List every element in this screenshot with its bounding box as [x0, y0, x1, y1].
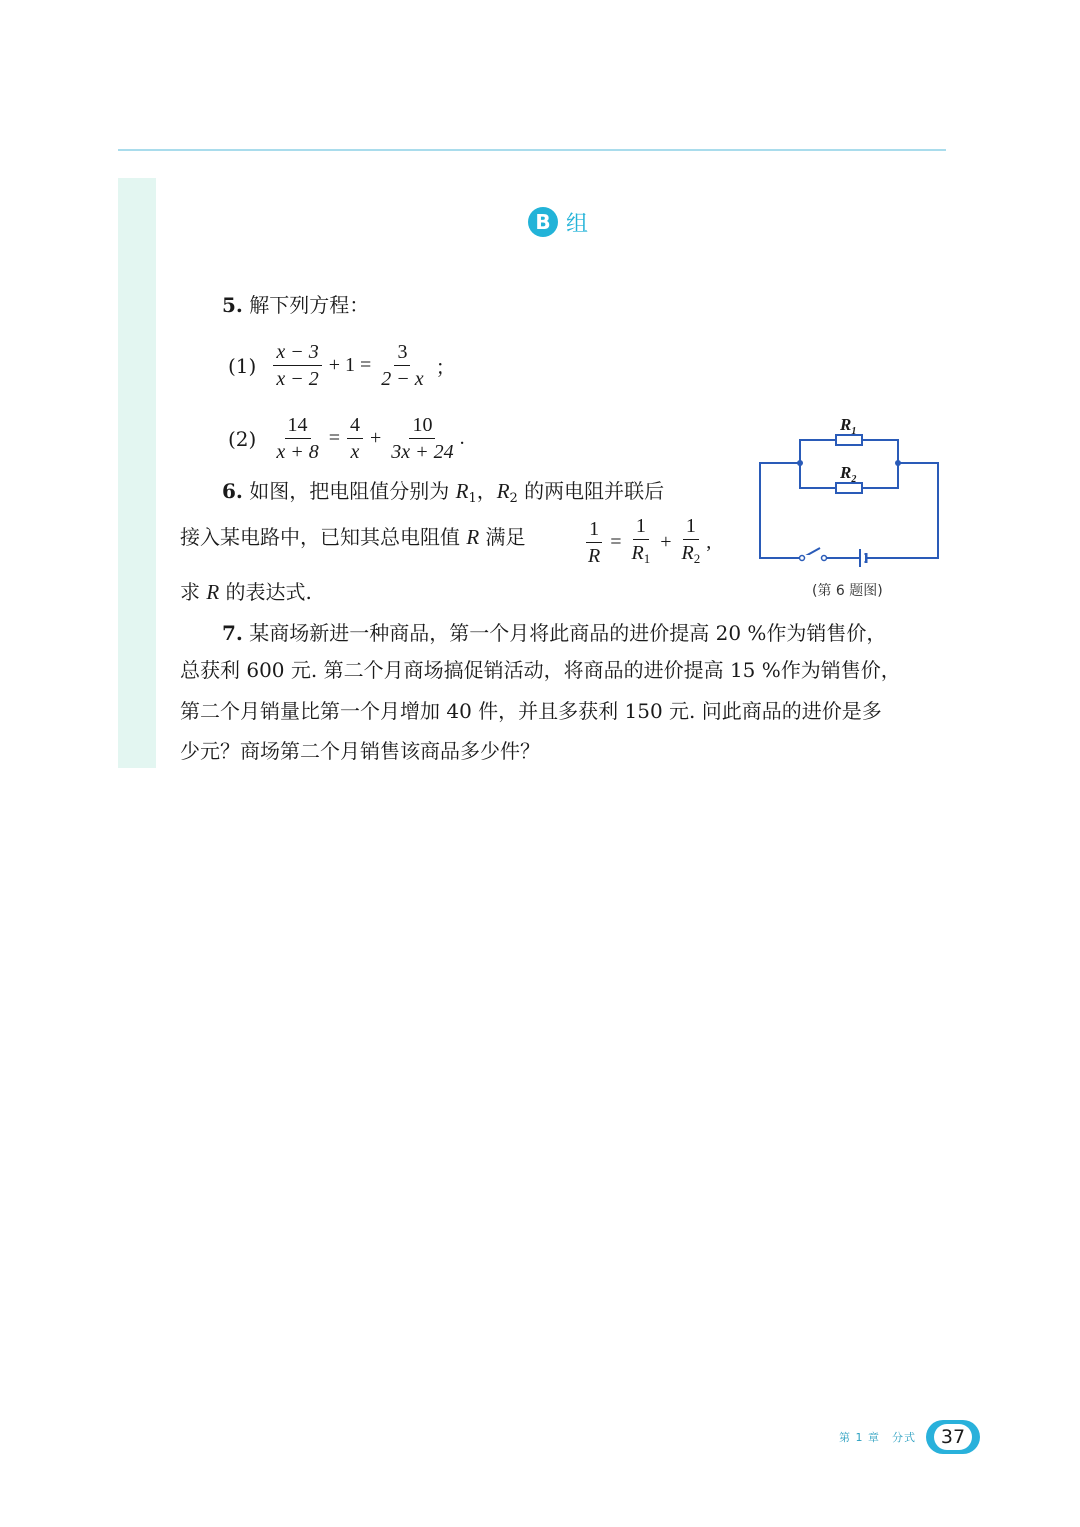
q6-line-2 — [180, 522, 526, 552]
q6-r-final: R — [206, 580, 220, 604]
group-badge: B — [528, 207, 558, 237]
r1-label-sub: 1 — [851, 426, 857, 437]
q7-number: 7. — [222, 621, 243, 645]
q6-frac-r2-num: 1 — [683, 514, 699, 540]
eq1-label: (1) — [228, 353, 257, 378]
eq1-plus-one: + 1 = — [328, 354, 372, 376]
q6-frac-r2 — [679, 514, 704, 571]
group-word: 组 — [566, 211, 589, 237]
eq2-equals: = — [328, 427, 340, 449]
q6-formula-eq: = — [610, 531, 622, 553]
q7-line-3: 第二个月销量比第一个月增加 40 件，并且多获利 150 元. 问此商品的进价是多 — [180, 699, 882, 723]
q5-equation-1 — [228, 340, 456, 391]
eq1-rhs-num: 3 — [394, 340, 410, 366]
footer-chapter: 第 1 章 分式 — [839, 1431, 916, 1444]
page-number-badge — [926, 1420, 980, 1454]
r1-label-letter: R — [840, 415, 852, 434]
q5-text: 解下列方程： — [249, 293, 370, 317]
eq2-b-num: 4 — [347, 413, 363, 439]
r2-label-sub: 2 — [851, 474, 857, 485]
q7-line1-text: 某商场新进一种商品，第一个月将此商品的进价提高 20 %作为销售价， — [249, 621, 887, 645]
q6-number: 6. — [222, 479, 243, 503]
junction-left — [797, 460, 803, 466]
eq2-plus: + — [370, 427, 382, 449]
eq2-a-fraction — [273, 413, 321, 464]
figure-caption: (第 6 题图) — [812, 583, 883, 599]
top-rule — [118, 149, 946, 151]
q7-line-1 — [222, 618, 886, 648]
q6-frac-r1-sub: 1 — [643, 551, 651, 566]
q6-frac-r — [585, 517, 603, 568]
q7-line-2: 总获利 600 元. 第二个月商场搞促销活动，将商品的进价提高 15 %作为销售价， — [180, 658, 901, 682]
switch-contact-left — [800, 556, 805, 561]
eq2-c-fraction — [388, 413, 456, 464]
q6-formula — [582, 514, 711, 571]
r1-label — [839, 415, 856, 437]
q6-line1-text-a: 如图，把电阻值分别为 — [249, 479, 456, 503]
eq2-a-num: 14 — [285, 413, 311, 439]
q6-line-3 — [180, 577, 312, 607]
eq1-rhs-den: 2 − x — [381, 368, 424, 390]
eq2-b-den: x — [350, 441, 360, 463]
q6-line2-text-b: 满足 — [479, 525, 526, 549]
page-footer — [839, 1420, 980, 1454]
switch-gap — [803, 555, 823, 561]
q6-frac-r2-den — [679, 540, 704, 571]
eq1-lhs-fraction — [273, 340, 321, 391]
eq2-b-fraction — [347, 413, 363, 464]
q6-line1-text-b: 的两电阻并联后 — [517, 479, 665, 503]
q6-frac-r-num: 1 — [586, 517, 602, 543]
group-heading — [528, 205, 588, 239]
q6-line2-text-a: 接入某电路中，已知其总电阻值 — [180, 525, 467, 549]
eq2-end: . — [459, 427, 465, 449]
q6-line-1 — [222, 476, 664, 514]
q6-formula-end: , — [706, 531, 712, 553]
q6-r1-sub: 1 — [468, 491, 477, 506]
junction-right — [895, 460, 901, 466]
eq2-c-num: 10 — [409, 413, 435, 439]
q5-equation-2 — [228, 413, 465, 464]
eq2-c-den: 3x + 24 — [391, 441, 454, 463]
q6-line3-text-a: 求 — [180, 580, 207, 604]
circuit-diagram — [750, 410, 950, 575]
q6-frac-r1 — [629, 514, 654, 571]
q6-frac-r2-letter: R — [681, 542, 694, 564]
switch-contact-right — [822, 556, 827, 561]
q7-line-4: 少元？商场第二个月销售该商品多少件？ — [180, 739, 540, 763]
eq2-a-den: x + 8 — [276, 441, 319, 463]
battery-gap — [861, 555, 865, 561]
eq1-rhs-fraction — [378, 340, 426, 391]
q6-line3-text-b: 的表达式. — [219, 580, 312, 604]
q6-frac-r1-den — [629, 540, 654, 571]
q5-prompt — [222, 290, 369, 320]
resistor-r2 — [836, 483, 862, 493]
q6-r2-sub: 2 — [509, 491, 518, 506]
eq1-lhs-num: x − 3 — [273, 340, 321, 366]
q6-frac-r2-sub: 2 — [693, 551, 701, 566]
r2-label-letter: R — [840, 463, 852, 482]
q6-frac-r1-letter: R — [631, 542, 644, 564]
q6-r: R — [466, 525, 480, 549]
side-bar — [118, 178, 156, 768]
eq1-lhs-den: x − 2 — [276, 368, 319, 390]
q6-comma: ， — [476, 479, 497, 503]
q5-number: 5. — [222, 293, 243, 317]
q6-r1: R — [455, 479, 469, 503]
eq2-label: (2) — [228, 426, 257, 451]
page-number: 37 — [934, 1424, 972, 1450]
q6-frac-r-den: R — [588, 545, 601, 567]
r2-label — [839, 463, 856, 485]
resistor-r1 — [836, 435, 862, 445]
q6-r2: R — [496, 479, 510, 503]
q6-formula-plus: + — [660, 531, 672, 553]
eq1-end: ； — [435, 357, 456, 379]
q6-frac-r1-num: 1 — [633, 514, 649, 540]
